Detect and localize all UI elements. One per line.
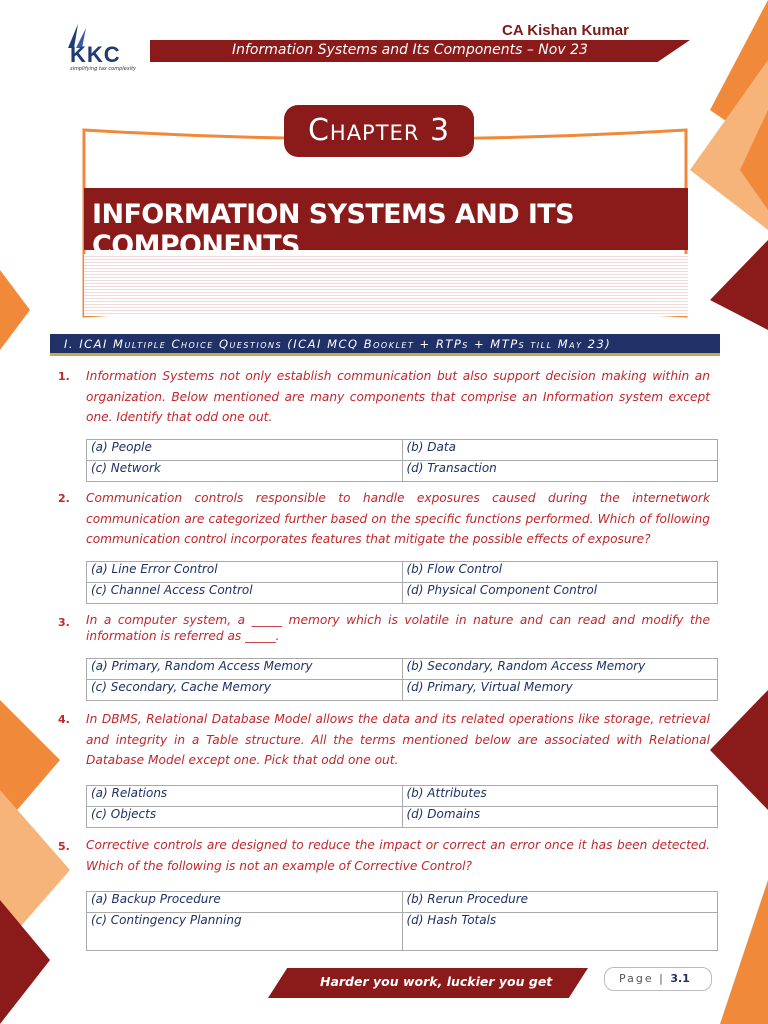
page-label: Page <box>619 972 654 985</box>
table-row <box>87 680 718 701</box>
author-name: CA Kishan Kumar <box>502 22 629 39</box>
option-a: (a) Primary, Random Access Memory <box>87 659 403 680</box>
table-row <box>87 562 718 583</box>
option-a: (a) Backup Procedure <box>87 892 403 913</box>
options-table <box>86 658 718 701</box>
option-c: (c) Network <box>87 461 403 482</box>
option-d: (d) Transaction <box>402 461 718 482</box>
footer-motto: Harder you work, luckier you get <box>320 974 553 989</box>
option-d: (d) Hash Totals <box>402 913 718 951</box>
question-text: Corrective controls are designed to reduce the impact or correct an error once it has been detected. Which of the following is not an example of Corrective Control? <box>86 838 710 873</box>
question-text: In DBMS, Relational Database Model allows the data and its related operations like storage, retrieval and integrity in a Table structure. All the terms mentioned below are associated with Relational Database Model except one. Pick that odd one out. <box>86 712 710 767</box>
option-b: (b) Attributes <box>402 786 718 807</box>
option-c: (c) Objects <box>87 807 403 828</box>
question-number: 4. <box>58 713 70 726</box>
question-number: 3. <box>58 616 70 629</box>
option-d: (d) Domains <box>402 807 718 828</box>
option-d: (d) Physical Component Control <box>402 583 718 604</box>
options-table <box>86 439 718 482</box>
logo-text: KKC <box>70 42 121 67</box>
question-number: 1. <box>58 370 70 383</box>
option-b: (b) Rerun Procedure <box>402 892 718 913</box>
page-indicator: Page | 3.1 <box>604 967 712 991</box>
option-a: (a) Line Error Control <box>87 562 403 583</box>
options-table <box>86 891 718 951</box>
section-heading: I. ICAI Multiple Choice Questions (ICAI MCQ Booklet + RTPs + MTPs till May 23) <box>64 337 612 351</box>
table-row <box>87 807 718 828</box>
bottom-left-decoration <box>0 700 80 1024</box>
page-number: 3.1 <box>670 972 690 985</box>
table-row <box>87 913 718 951</box>
chapter-label: Chapter 3 <box>284 105 474 157</box>
title-stripes <box>84 254 688 316</box>
option-b: (b) Data <box>402 440 718 461</box>
header-subtitle: Information Systems and Its Components – Nov 23 <box>232 42 588 58</box>
question-number: 2. <box>58 492 70 505</box>
table-row <box>87 659 718 680</box>
chapter-title: INFORMATION SYSTEMS AND ITS COMPONENTS <box>92 199 574 261</box>
options-table <box>86 785 718 828</box>
option-b: (b) Flow Control <box>402 562 718 583</box>
question-text: In a computer system, a _____ memory which is volatile in nature and can read and modify the information is referred as _____. <box>86 613 710 643</box>
question-text: Communication controls responsible to handle exposures caused during the internetwork communication are categorized further based on the specific functions performed. Which of following communication control incorporates features that mitigate the possible effects of exposure? <box>86 491 710 546</box>
table-row <box>87 786 718 807</box>
table-row <box>87 461 718 482</box>
option-c: (c) Channel Access Control <box>87 583 403 604</box>
option-c: (c) Secondary, Cache Memory <box>87 680 403 701</box>
options-table <box>86 561 718 604</box>
table-row <box>87 892 718 913</box>
question-text: Information Systems not only establish communication but also support decision making within an organization. Below mentioned are many components that comprise an Information system except one. Identify that odd one out. <box>86 369 710 424</box>
question-number: 5. <box>58 840 70 853</box>
logo-tagline: simplifying tax complexity <box>70 66 137 72</box>
table-row <box>87 440 718 461</box>
option-a: (a) Relations <box>87 786 403 807</box>
option-b: (b) Secondary, Random Access Memory <box>402 659 718 680</box>
option-c: (c) Contingency Planning <box>87 913 403 951</box>
table-row <box>87 583 718 604</box>
option-a: (a) People <box>87 440 403 461</box>
option-d: (d) Primary, Virtual Memory <box>402 680 718 701</box>
left-middle-decoration <box>0 270 40 350</box>
